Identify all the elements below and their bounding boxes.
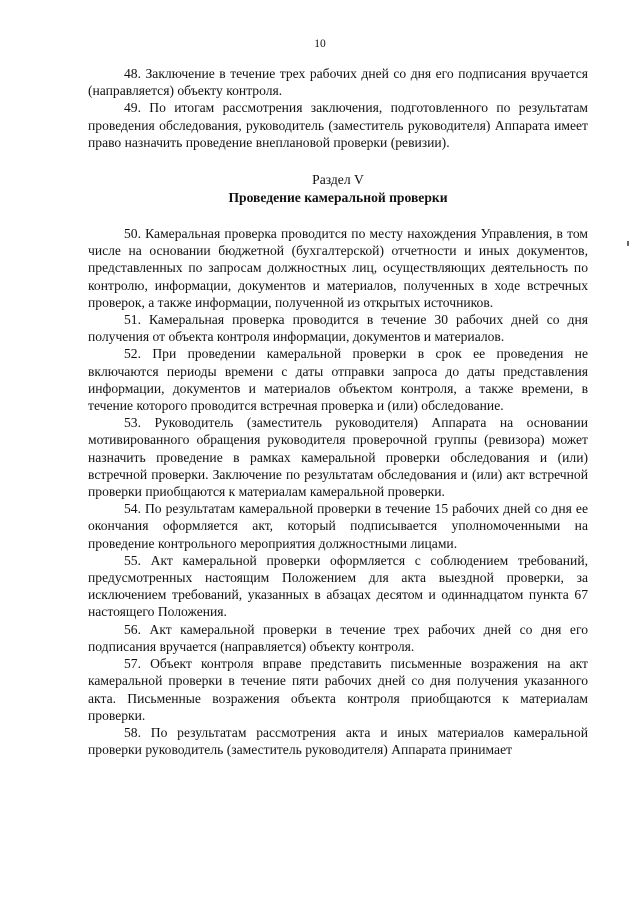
paragraph-58: 58. По результатам рассмотрения акта и иных материалов камеральной проверки руководитель (заместитель руководителя) Аппарата принимает: [88, 724, 588, 758]
document-body: [88, 65, 588, 758]
section-heading: Проведение камеральной проверки: [228, 190, 448, 206]
paragraph-49: 49. По итогам рассмотрения заключения, подготовленного по результатам проведения обследования, руководитель (заместитель руководителя) Аппарата имеет право назначить проведение внеплановой проверки (ревизии).: [88, 100, 588, 150]
paragraph-52: 52. При проведении камеральной проверки в срок ее проведения не включаются периоды времени с даты отправки запроса до даты представления информации, документов и материалов объектом контроля, а также времени, в течение которого проводится встречная проверка и (или) обследование.: [88, 346, 588, 414]
section-number: Раздел V: [312, 172, 364, 188]
paragraph-55: 55. Акт камеральной проверки оформляется с соблюдением требований, предусмотренных настоящим Положением для акта выездной проверки, за исключением требований, указанных в абзацах десятом и одиннадцатом пункта 67 настоящего Положения.: [88, 552, 588, 620]
paragraph-56: 56. Акт камеральной проверки в течение трех рабочих дней со дня его подписания вручается (направляется) объекту контроля.: [88, 621, 588, 654]
paragraph-51: 51. Камеральная проверка проводится в течение 30 рабочих дней со дня получения от объекта контроля информации, документов и материалов.: [88, 312, 588, 345]
paragraph-50: 50. Камеральная проверка проводится по месту нахождения Управления, в том числе на основании бюджетной (бухгалтерской) отчетности и иных документов, представленных по запросам должностных лиц, осуществляющих деятельность по контролю, информации, документов и материалов, полученных в ходе встречных проверок, а также информации, полученной из открытых источников.: [88, 226, 588, 310]
section-spacer-top: [88, 151, 588, 171]
paragraph-54: 54. По результатам камеральной проверки в течение 15 рабочих дней со дня ее окончания оформляется акт, который подписывается уполномоченными на проведение контрольного мероприятия должностными лицами.: [88, 501, 588, 551]
paragraph-57: 57. Объект контроля вправе представить письменные возражения на акт камеральной проверки в течение пяти рабочих дней со дня получения указанного акта. Письменные возражения объекта контроля приобщаются к материалам проверки.: [88, 656, 588, 723]
margin-mark: [627, 241, 629, 246]
paragraph-48: 48. Заключение в течение трех рабочих дней со дня его подписания вручается (направляется) объекту контроля.: [88, 66, 588, 99]
page-number: 10: [314, 38, 326, 50]
paragraph-53: 53. Руководитель (заместитель руководителя) Аппарата на основании мотивированного обращения руководителя проверочной группы (ревизора) может назначить проведение в рамках камеральной проверки обследования и (или) встречной проверки. Заключение по результатам обследования и (или) акт встречной проверки приобщаются к материалам камеральной проверки.: [88, 415, 588, 500]
section-spacer-bottom: [88, 207, 588, 225]
